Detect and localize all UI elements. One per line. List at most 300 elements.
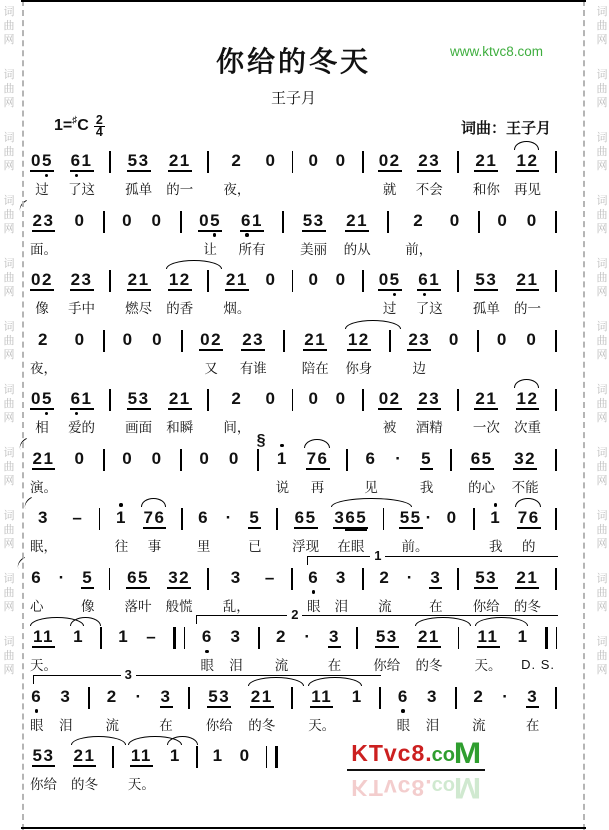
border-char: 网 <box>3 664 15 676</box>
border-char: 词 <box>3 384 15 396</box>
barline <box>478 211 480 233</box>
note-numbers: 0 <box>308 270 320 289</box>
note-group <box>335 151 348 173</box>
note-group <box>406 568 415 590</box>
note-numbers: 0 <box>152 329 164 349</box>
note-row <box>212 746 225 768</box>
lyric: 一次 <box>472 420 500 435</box>
double-barline <box>545 627 557 649</box>
border-char: 词 <box>596 573 608 585</box>
barline <box>181 330 183 352</box>
ending-bracket <box>196 607 558 624</box>
lyric: 流 <box>378 598 392 614</box>
ending-bracket <box>33 666 382 684</box>
note-group <box>303 627 312 649</box>
border-char: 曲 <box>3 398 15 410</box>
measures-row <box>30 746 278 793</box>
note-group <box>68 389 95 436</box>
note-group <box>145 627 158 649</box>
border-char: 曲 <box>3 20 15 32</box>
lyric: 美丽 <box>300 241 328 257</box>
lyric: 演。 <box>30 479 57 495</box>
note-group <box>514 151 541 198</box>
note-row <box>516 389 540 411</box>
note-group <box>397 687 411 734</box>
measures-row <box>30 687 557 734</box>
lyric: 的心 <box>468 479 496 495</box>
note-row <box>73 211 86 233</box>
note-numbers: 365 <box>334 508 368 527</box>
note-row <box>229 627 242 649</box>
note-row <box>151 449 164 471</box>
lyric: 相 <box>35 420 49 435</box>
note-row <box>126 568 150 590</box>
note-row <box>167 568 191 590</box>
note-group <box>446 508 459 530</box>
note-numbers: 0 <box>526 329 538 349</box>
lyric: 边 <box>412 360 427 376</box>
note-numbers: 3 <box>430 567 442 587</box>
barline <box>555 687 557 709</box>
lyric: 爱的 <box>68 420 96 435</box>
dal-segno-mark: D. S. <box>521 657 555 672</box>
lyric: 就 <box>382 182 397 197</box>
lyric: 在 <box>327 658 342 673</box>
note-group <box>264 568 277 590</box>
note-numbers: 0 <box>151 210 163 230</box>
barline <box>555 270 557 292</box>
border-char: 词 <box>596 321 608 333</box>
lyric: 前。 <box>401 539 429 554</box>
note-numbers: 53 <box>208 686 231 706</box>
note-group <box>225 508 234 530</box>
barline <box>383 508 385 530</box>
note-group <box>394 449 403 471</box>
barline <box>103 211 105 233</box>
lyric: 前， <box>405 241 433 257</box>
note-group <box>59 687 73 734</box>
lyric: 次重 <box>513 420 541 435</box>
lyric: 天。 <box>127 777 155 792</box>
note-row <box>302 211 326 233</box>
measures-row <box>30 389 557 436</box>
lyric: 的香 <box>166 301 194 316</box>
lyric: 眠， <box>30 539 57 554</box>
note-numbers: 32 <box>514 448 537 468</box>
barline <box>457 568 459 590</box>
note-numbers: 2 <box>231 389 243 408</box>
note-numbers: 12 <box>516 389 539 408</box>
barline <box>362 568 364 590</box>
note-numbers: 21 <box>225 270 248 289</box>
note-group <box>468 449 495 496</box>
border-char: 网 <box>596 34 608 46</box>
note-row <box>407 330 431 352</box>
note-numbers: 21 <box>168 389 191 408</box>
note-row <box>328 627 341 649</box>
logo-dot: . <box>425 740 432 766</box>
note-row <box>70 389 94 411</box>
note-numbers: 1 <box>517 627 529 646</box>
lyric: 流 <box>472 717 486 733</box>
note-numbers: 0 <box>496 329 508 349</box>
border-char: 网 <box>3 286 15 298</box>
lyric: 眼 <box>396 717 411 733</box>
note-numbers: 0 <box>265 389 277 408</box>
barline <box>109 270 111 292</box>
note-row <box>378 270 402 292</box>
note-numbers: 0 <box>335 151 347 170</box>
note-group <box>125 568 152 615</box>
note-group <box>420 449 434 496</box>
note-group <box>399 508 432 555</box>
note-numbers: 76 <box>306 448 329 468</box>
lyric: 在 <box>159 717 173 733</box>
note-row <box>417 389 441 411</box>
barline <box>473 508 475 530</box>
lyric: 事 <box>147 539 162 554</box>
border-char: 曲 <box>596 335 608 347</box>
lyric: 你给 <box>472 598 500 614</box>
notation-line <box>30 328 557 388</box>
score-content <box>30 0 557 830</box>
lyric: 画面 <box>125 420 153 435</box>
note-row <box>378 568 391 590</box>
note-group <box>248 687 275 734</box>
note-group <box>30 687 44 734</box>
note-numbers: 3 <box>60 686 72 706</box>
border-char: 网 <box>596 349 608 361</box>
lyric: 过 <box>35 182 49 197</box>
note-group <box>276 449 290 496</box>
note-group <box>68 270 95 317</box>
note-numbers: 05 <box>378 270 401 289</box>
note-numbers: 0 <box>497 210 509 230</box>
border-char: 曲 <box>596 272 608 284</box>
barline <box>207 151 209 173</box>
note-numbers: · <box>395 448 403 468</box>
note-row <box>32 449 56 471</box>
border-char: 曲 <box>3 524 15 536</box>
border-char: 网 <box>596 601 608 613</box>
note-group <box>30 449 57 496</box>
note-row <box>399 508 432 530</box>
note-group <box>206 687 233 734</box>
note-group <box>514 389 541 436</box>
note-numbers: 02 <box>31 270 53 289</box>
note-row <box>121 449 134 471</box>
border-char: 网 <box>3 34 15 46</box>
note-group <box>198 211 222 258</box>
note-row <box>135 687 144 709</box>
note-group <box>166 568 193 615</box>
barline <box>555 330 557 352</box>
lyric: 的冬 <box>513 598 541 614</box>
barline <box>356 627 358 649</box>
lyric: 你给 <box>30 777 57 792</box>
note-numbers: 0 <box>74 329 86 349</box>
note-numbers: 0 <box>122 448 134 468</box>
note-row <box>225 508 234 530</box>
lyric: 眼 <box>200 658 215 673</box>
note-row <box>32 627 55 649</box>
note-row <box>345 211 369 233</box>
right-border-text <box>595 6 609 830</box>
note-group <box>72 627 85 649</box>
note-group <box>30 508 57 555</box>
lyric: 的冬 <box>71 777 99 792</box>
note-numbers: 21 <box>127 270 150 289</box>
note-numbers: 21 <box>475 151 498 170</box>
note-group <box>240 330 267 377</box>
border-char: 曲 <box>3 83 15 95</box>
note-numbers: 53 <box>302 210 325 230</box>
note-row <box>474 151 498 173</box>
note-row <box>474 270 498 292</box>
barline <box>457 389 459 411</box>
note-row <box>81 568 94 590</box>
lyric: 你身 <box>345 360 373 376</box>
note-row <box>306 449 330 471</box>
note-row <box>310 687 333 709</box>
border-char: 网 <box>3 97 15 109</box>
note-numbers: 0 <box>335 389 347 408</box>
barline <box>457 270 459 292</box>
border-char: 网 <box>596 223 608 235</box>
note-row <box>230 389 243 411</box>
note-numbers: 0 <box>526 210 538 230</box>
lyric: 像 <box>35 301 49 316</box>
note-row <box>515 568 539 590</box>
note-group <box>501 687 510 709</box>
note-row <box>307 568 320 590</box>
composer-credit: 词曲：王子月 <box>460 120 551 137</box>
note-numbers: 0 <box>122 210 134 230</box>
note-numbers: 2 <box>106 686 118 706</box>
lyric: 不会 <box>415 182 443 197</box>
note-group <box>472 687 486 734</box>
lyric: 眼 <box>30 717 44 733</box>
note-numbers: 6 <box>308 567 320 587</box>
note-row <box>351 687 364 709</box>
note-group <box>344 211 371 258</box>
lyric: 夜， <box>30 360 57 376</box>
note-numbers: 05 <box>31 389 53 408</box>
lyric: 再 <box>310 479 325 495</box>
note-numbers: 21 <box>516 270 539 289</box>
lyric: 过 <box>382 301 397 316</box>
barline <box>188 687 190 709</box>
note-numbers: · <box>58 567 66 587</box>
key-tonic: C <box>77 117 89 134</box>
barline <box>257 449 259 471</box>
note-numbers: 53 <box>127 389 150 408</box>
note-numbers: 05 <box>199 210 222 230</box>
top-rule <box>21 0 586 2</box>
logo-main <box>347 737 485 771</box>
measures-row <box>30 330 557 377</box>
note-group <box>473 151 500 198</box>
barline <box>387 211 389 233</box>
note-row <box>198 211 222 233</box>
border-char: 网 <box>3 223 15 235</box>
note-group <box>81 568 95 615</box>
note-numbers: 1 <box>73 627 85 646</box>
border-char: 网 <box>3 601 15 613</box>
lyric: 手中 <box>68 301 96 316</box>
lyric: 我 <box>488 539 503 554</box>
ending-number: 3 <box>121 667 136 682</box>
note-row <box>30 151 54 173</box>
note-group <box>223 568 250 615</box>
left-decorative-border <box>0 0 24 830</box>
logo-green-text: co <box>431 744 455 766</box>
note-row <box>446 508 459 530</box>
note-group <box>517 508 541 555</box>
note-row <box>70 151 94 173</box>
note-numbers: 23 <box>418 151 441 170</box>
note-row <box>517 627 530 649</box>
note-row <box>37 330 50 352</box>
note-row <box>32 746 56 768</box>
note-row <box>335 389 348 411</box>
border-char: 曲 <box>596 146 608 158</box>
note-numbers: 3 <box>38 508 49 527</box>
lyric: 里 <box>196 539 211 554</box>
note-row <box>72 627 85 649</box>
note-row <box>240 211 264 233</box>
artist-name: 王子月 <box>270 90 316 107</box>
lyric: 我 <box>419 479 434 495</box>
note-numbers: 05 <box>31 151 53 170</box>
border-char: 网 <box>3 538 15 550</box>
note-numbers: 5 <box>82 567 94 587</box>
note-group <box>265 270 278 292</box>
note-group <box>333 508 368 555</box>
notation-line <box>30 387 557 447</box>
border-char: 词 <box>3 636 15 648</box>
note-group <box>159 687 173 734</box>
note-numbers: 6 <box>365 448 377 468</box>
note-numbers: 0 <box>265 151 277 170</box>
note-numbers: 1 <box>118 627 130 646</box>
note-group <box>448 330 461 352</box>
note-numbers: 61 <box>418 270 441 289</box>
lyric: 燃尽 <box>125 301 153 316</box>
note-group <box>30 151 54 198</box>
lyric: 般慌 <box>165 598 193 614</box>
note-group <box>74 330 87 352</box>
note-group <box>68 151 95 198</box>
note-numbers: 2 <box>379 567 391 587</box>
note-group <box>473 270 500 317</box>
note-group <box>238 211 265 258</box>
note-row <box>37 508 50 530</box>
lyric: 乱， <box>222 598 250 614</box>
note-numbers: 1 <box>351 686 363 706</box>
note-row <box>448 330 461 352</box>
measures-row <box>30 627 557 674</box>
border-char: 曲 <box>596 524 608 536</box>
note-row <box>168 389 192 411</box>
logo-red-text: KTvc8 <box>351 740 426 766</box>
note-row <box>30 270 54 292</box>
note-group <box>300 211 327 258</box>
watermark-link[interactable]: www.ktvc8.com <box>449 44 543 59</box>
note-row <box>501 687 510 709</box>
note-numbers: 65 <box>127 567 149 587</box>
note-group <box>496 211 509 233</box>
note-row <box>106 687 119 709</box>
border-char: 曲 <box>3 209 15 221</box>
note-numbers: 65 <box>294 508 317 527</box>
note-numbers: 3 <box>527 686 539 706</box>
note-numbers: 53 <box>375 627 398 646</box>
note-group <box>198 449 211 471</box>
note-group <box>426 687 440 734</box>
note-group <box>378 568 392 615</box>
note-group <box>30 746 57 793</box>
barline <box>207 389 209 411</box>
note-numbers: 61 <box>241 210 263 230</box>
sharp-sign: ♯ <box>72 115 78 126</box>
barline <box>276 508 278 530</box>
measures-row <box>30 449 557 496</box>
note-numbers: 1 <box>115 508 127 527</box>
border-char: 词 <box>596 384 608 396</box>
notation-line <box>30 666 557 745</box>
barline <box>291 568 293 590</box>
note-row <box>477 627 500 649</box>
lyric: 天。 <box>308 717 336 733</box>
note-row <box>417 151 441 173</box>
note-numbers: 0 <box>151 448 163 468</box>
note-row <box>525 330 538 352</box>
note-numbers: 0 <box>122 329 134 349</box>
note-row <box>474 389 498 411</box>
note-group <box>71 746 98 793</box>
note-row <box>308 389 321 411</box>
note-group <box>223 270 250 317</box>
lyric: 泪 <box>425 717 440 733</box>
border-char: 网 <box>596 97 608 109</box>
note-numbers: 5 <box>421 448 433 468</box>
note-group <box>514 568 541 615</box>
note-row <box>168 151 192 173</box>
note-group <box>73 449 86 471</box>
border-char: 词 <box>596 636 608 648</box>
barline <box>455 687 457 709</box>
note-numbers: 21 <box>73 746 96 765</box>
note-group <box>275 627 289 674</box>
note-numbers: 1 <box>212 746 224 765</box>
score-meta-row <box>30 113 557 145</box>
border-char: 曲 <box>3 146 15 158</box>
note-group <box>526 211 539 233</box>
lyric: 的 <box>522 539 536 554</box>
measures-row <box>30 508 557 555</box>
note-group <box>151 330 164 352</box>
note-row <box>426 687 439 709</box>
note-group <box>496 330 509 352</box>
note-row <box>151 330 164 352</box>
note-numbers: 12 <box>168 270 191 289</box>
note-group <box>345 330 372 377</box>
note-row <box>58 568 67 590</box>
ktvc8-logo[interactable] <box>347 737 485 804</box>
barline <box>112 746 114 768</box>
note-row <box>429 568 442 590</box>
